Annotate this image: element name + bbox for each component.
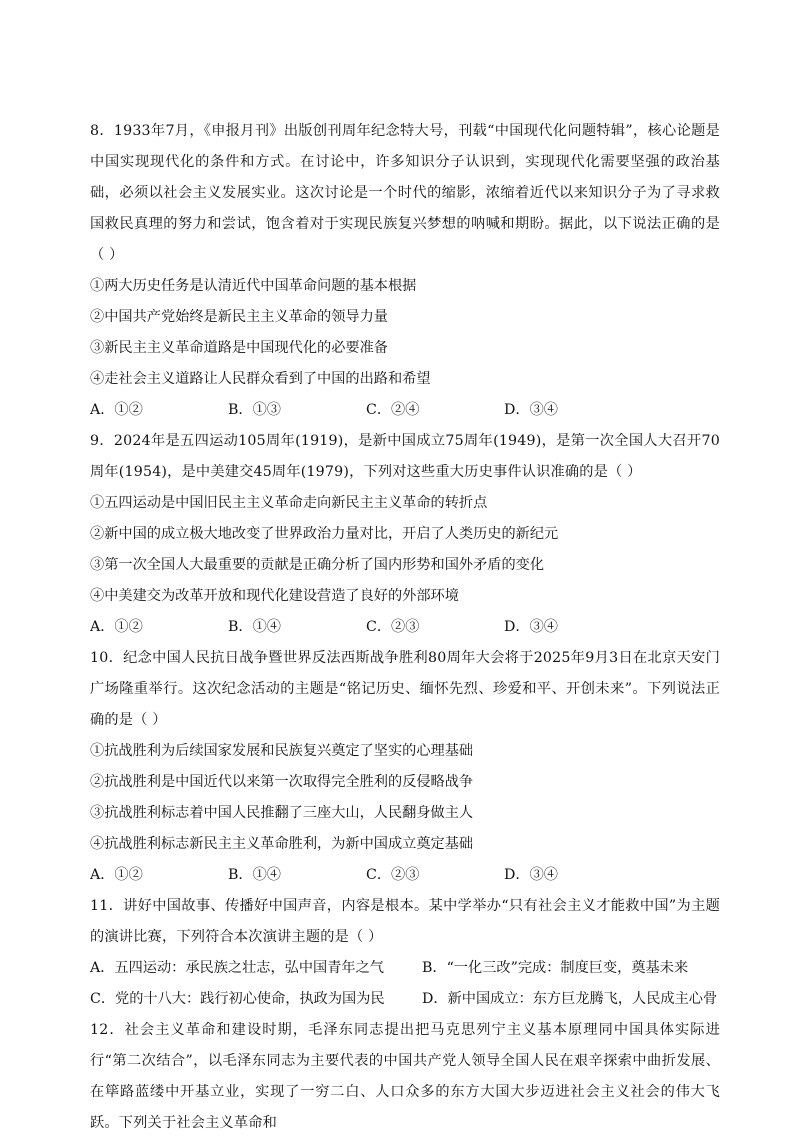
answer-options (90, 612, 720, 643)
option-a[interactable]: A．①② (90, 867, 143, 883)
answer-options-row-2 (90, 984, 720, 1015)
statement-4: ④中美建交为改革开放和现代化建设营造了良好的外部环境 (90, 588, 459, 604)
answer-options-row-1 (90, 953, 720, 984)
option-c[interactable]: C．②③ (366, 619, 420, 635)
statement-1: ①五四运动是中国旧民主主义革命走向新民主主义革命的转折点 (90, 495, 488, 511)
option-c[interactable]: C．②③ (366, 867, 420, 883)
statement-2: ②中国共产党始终是新民主主义革命的领导力量 (90, 309, 388, 325)
question-11 (90, 891, 720, 1015)
question-stem: 9．2024年是五四运动105周年(1919)，是新中国成立75周年(1949)，是第一次全国人大召开70周年(1954)，是中美建交45周年(1979)，下列对这些重大历史事件认识准确的是（ ） (90, 433, 720, 480)
question-stem: 12．社会主义革命和建设时期，毛泽东同志提出把马克思列宁主义基本原理同中国具体实际进行“第二次结合”，以毛泽东同志为主要代表的中国共产党人领导全国人民在艰辛探索中曲折发展、在筚路蓝缕中开基立业，实现了一穷二白、人口众多的东方大国大步迈进社会主义社会的伟大飞跃。下列关于社会主义革命和 (90, 1022, 720, 1131)
statement-4: ④抗战胜利标志新民主主义革命胜利，为新中国成立奠定基础 (90, 836, 474, 852)
option-a[interactable]: A．①② (90, 619, 143, 635)
option-d[interactable]: D．③④ (504, 619, 558, 635)
option-b[interactable]: B．①③ (228, 402, 281, 418)
option-a[interactable]: A．①② (90, 402, 143, 418)
option-b[interactable]: B．①④ (228, 867, 281, 883)
question-stem: 8．1933年7月，《申报月刊》出版创刊周年纪念特大号，刊载“中国现代化问题特辑”，核心论题是中国实现现代化的条件和方式。在讨论中，许多知识分子认识到，实现现代化需要坚强的政治基础，必须以社会主义发展实业。这次讨论是一个时代的缩影，浓缩着近代以来知识分子为了寻求救国救民真理的努力和尝试，饱含着对于实现民族复兴梦想的呐喊和期盼。据此，以下说法正确的是（ ） (90, 123, 720, 263)
question-stem: 11．讲好中国故事、传播好中国声音，内容是根本。某中学举办“只有社会主义才能救中国”为主题的演讲比赛，下列符合本次演讲主题的是（ ） (90, 898, 720, 945)
question-stem: 10．纪念中国人民抗日战争暨世界反法西斯战争胜利80周年大会将于2025年9月3日在北京天安门广场隆重举行。这次纪念活动的主题是“铭记历史、缅怀先烈、珍爱和平、开创未来”。下列说法正确的是（ ） (90, 650, 720, 728)
question-9 (90, 426, 720, 643)
statement-1: ①两大历史任务是认清近代中国革命问题的基本根据 (90, 278, 417, 294)
option-b[interactable]: B．“一化三改”完成：制度巨变，奠基未来 (422, 960, 689, 976)
question-10 (90, 643, 720, 891)
option-b[interactable]: B．①④ (228, 619, 281, 635)
exam-page (90, 116, 720, 1139)
statement-2: ②抗战胜利是中国近代以来第一次取得完全胜利的反侵略战争 (90, 774, 474, 790)
option-d[interactable]: D．③④ (504, 867, 558, 883)
statement-3: ③抗战胜利标志着中国人民推翻了三座大山，人民翻身做主人 (90, 805, 474, 821)
option-d[interactable]: D．③④ (504, 402, 558, 418)
question-12 (90, 1015, 720, 1139)
option-c[interactable]: C．党的十八大：践行初心使命，执政为国为民 (90, 991, 385, 1007)
statement-2: ②新中国的成立极大地改变了世界政治力量对比，开启了人类历史的新纪元 (90, 526, 559, 542)
statement-3: ③第一次全国人大最重要的贡献是正确分析了国内形势和国外矛盾的变化 (90, 557, 545, 573)
question-8 (90, 116, 720, 426)
statement-4: ④走社会主义道路让人民群众看到了中国的出路和希望 (90, 371, 431, 387)
answer-options (90, 395, 720, 426)
option-d[interactable]: D．新中国成立：东方巨龙腾飞，人民成主心骨 (422, 991, 718, 1007)
answer-options (90, 860, 720, 891)
option-a[interactable]: A．五四运动：承民族之壮志，弘中国青年之气 (90, 960, 384, 976)
option-c[interactable]: C．②④ (366, 402, 420, 418)
statement-3: ③新民主主义革命道路是中国现代化的必要准备 (90, 340, 388, 356)
statement-1: ①抗战胜利为后续国家发展和民族复兴奠定了坚实的心理基础 (90, 743, 474, 759)
